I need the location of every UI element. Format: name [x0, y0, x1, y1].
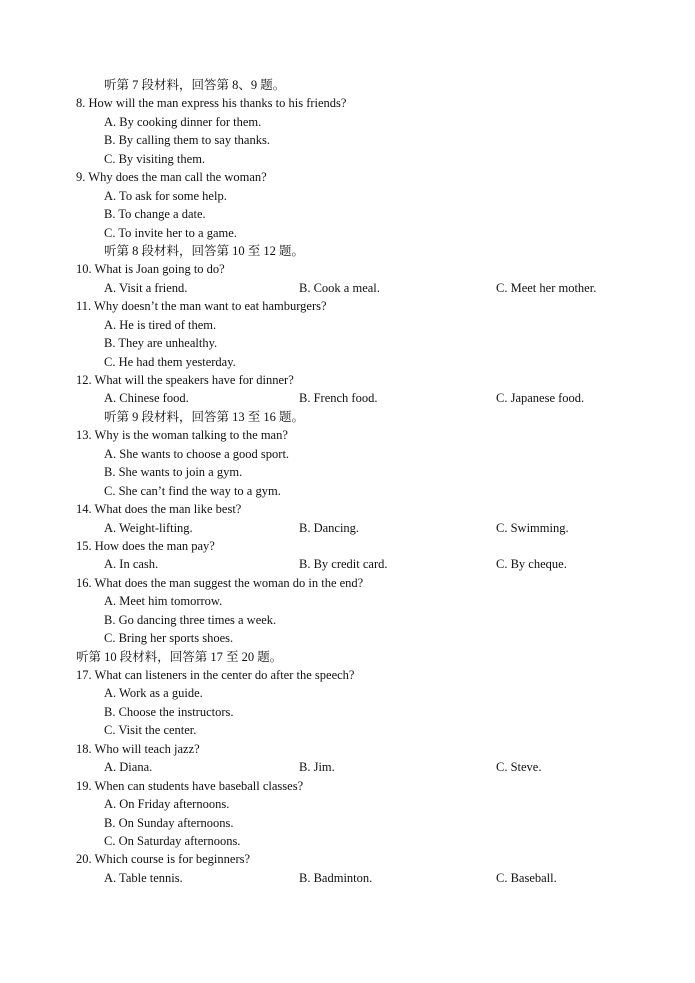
option-a: A. To ask for some help. — [104, 188, 227, 203]
option-c: C. Baseball. — [496, 870, 557, 885]
option-c: C. By cheque. — [496, 557, 567, 572]
option-row — [0, 869, 695, 887]
exam-page — [0, 76, 695, 887]
option-b: B. She wants to join a gym. — [104, 465, 243, 480]
option-row — [0, 389, 695, 407]
question-text: 19. When can students have baseball classes? — [76, 778, 304, 793]
option-b: B. Badminton. — [299, 870, 373, 885]
option-c: C. Swimming. — [496, 520, 569, 535]
option-a: A. Chinese food. — [104, 391, 189, 406]
option-a: A. Work as a guide. — [104, 686, 203, 701]
question-text: 8. How will the man express his thanks to his friends? — [76, 96, 347, 111]
option-b: B. By credit card. — [299, 557, 388, 572]
option-a: A. Visit a friend. — [104, 280, 188, 295]
option-a: A. In cash. — [104, 557, 159, 572]
option-a: A. Diana. — [104, 760, 153, 775]
option-c: C. By visiting them. — [104, 151, 206, 166]
option-c: C. To invite her to a game. — [104, 225, 237, 240]
option-b: B. French food. — [299, 391, 378, 406]
question-text: 17. What can listeners in the center do after the speech? — [76, 668, 355, 682]
question-text: 16. What does the man suggest the woman do in the end? — [76, 575, 364, 590]
option-c: C. He had them yesterday. — [104, 354, 236, 369]
section-header: 听第 7 段材料，回答第 8、9 题。 — [104, 78, 286, 92]
option-c: C. Japanese food. — [496, 391, 585, 406]
option-a: A. Weight-lifting. — [104, 520, 193, 535]
question-text: 13. Why is the woman talking to the man? — [76, 428, 288, 443]
option-c: C. Meet her mother. — [496, 280, 597, 295]
question-text: 18. Who will teach jazz? — [76, 741, 200, 756]
option-a: A. Table tennis. — [104, 870, 183, 885]
question-text: 10. What is Joan going to do? — [76, 262, 225, 277]
option-row — [0, 555, 695, 573]
option-a: A. She wants to choose a good sport. — [104, 446, 290, 461]
option-a: A. On Friday afternoons. — [104, 797, 230, 812]
option-b: B. Go dancing three times a week. — [104, 612, 277, 627]
option-row — [0, 519, 695, 537]
option-b: B. Cook a meal. — [299, 280, 380, 295]
option-c: C. She can’t find the way to a gym. — [104, 483, 281, 498]
option-row — [0, 758, 695, 776]
option-a: A. Meet him tomorrow. — [104, 594, 223, 609]
section-header: 听第 10 段材料，回答第 17 至 20 题。 — [76, 649, 283, 664]
section-header: 听第 9 段材料，回答第 13 至 16 题。 — [104, 409, 305, 424]
option-b: B. By calling them to say thanks. — [104, 133, 270, 148]
option-c: C. On Saturday afternoons. — [104, 833, 241, 848]
option-c: C. Bring her sports shoes. — [104, 631, 234, 646]
question-text: 12. What will the speakers have for dinner? — [76, 373, 294, 387]
question-text: 14. What does the man like best? — [76, 502, 242, 517]
option-b: B. Choose the instructors. — [104, 704, 234, 719]
option-b: B. To change a date. — [104, 207, 206, 222]
option-c: C. Steve. — [496, 760, 542, 775]
option-b: B. Dancing. — [299, 520, 360, 535]
option-b: B. They are unhealthy. — [104, 336, 218, 351]
option-row — [0, 279, 695, 297]
option-c: C. Visit the center. — [104, 723, 197, 738]
question-text: 11. Why doesn’t the man want to eat hamburgers? — [76, 299, 327, 314]
option-b: B. On Sunday afternoons. — [104, 815, 234, 830]
option-a: A. By cooking dinner for them. — [104, 114, 262, 129]
question-text: 20. Which course is for beginners? — [76, 852, 251, 867]
question-text: 9. Why does the man call the woman? — [76, 170, 267, 185]
option-a: A. He is tired of them. — [104, 317, 217, 332]
question-text: 15. How does the man pay? — [76, 538, 215, 553]
option-b: B. Jim. — [299, 760, 335, 775]
section-header: 听第 8 段材料，回答第 10 至 12 题。 — [104, 243, 305, 258]
